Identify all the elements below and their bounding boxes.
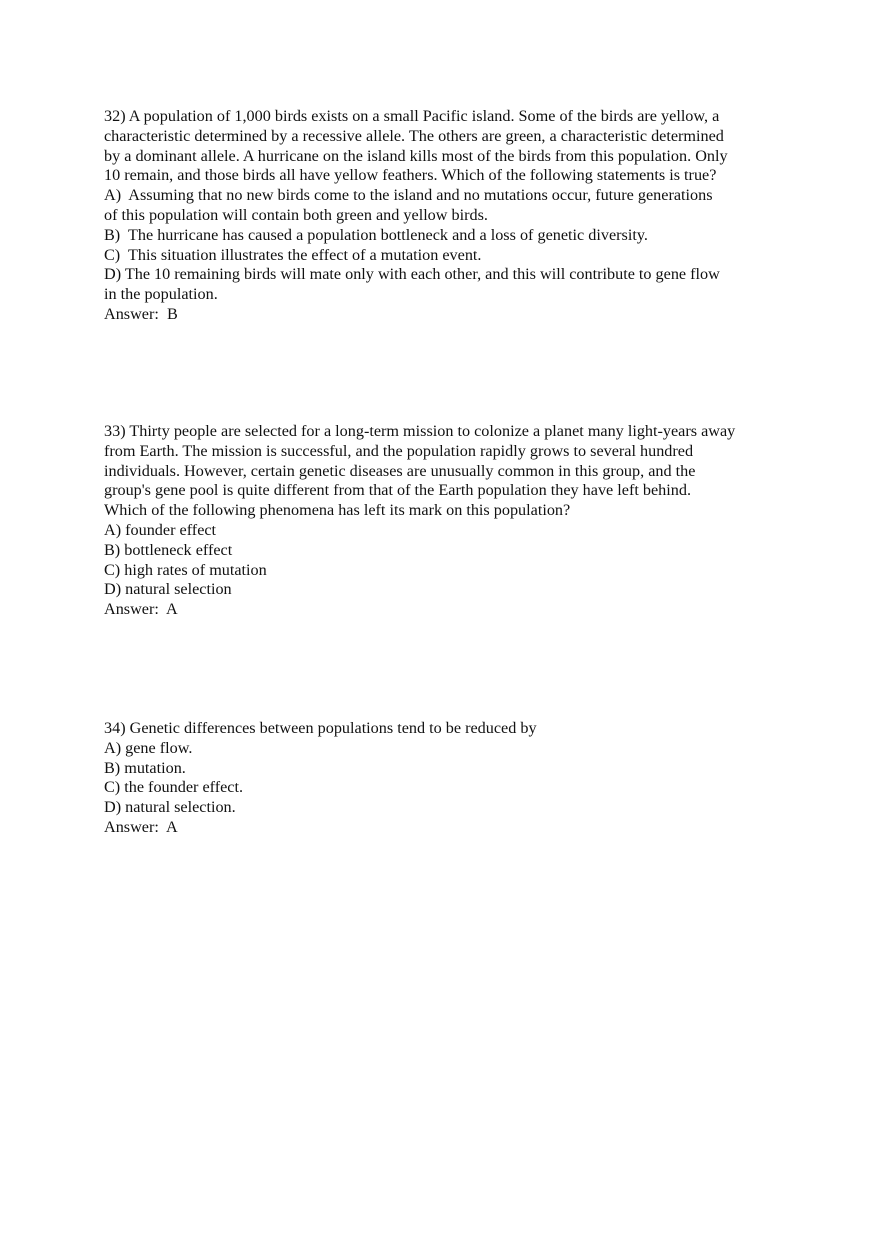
option-line: in the population.	[104, 285, 218, 304]
option-line: D) The 10 remaining birds will mate only with each other, and this will contribute to gene flow	[104, 265, 720, 284]
option-a: A) gene flow.	[104, 738, 193, 757]
stem-line: from Earth. The mission is successful, and the population rapidly grows to several hundred	[104, 441, 694, 460]
option-line: A) Assuming that no new birds come to the island and no mutations occur, future generations	[104, 186, 713, 205]
stem-line: Which of the following phenomena has left its mark on this population?	[104, 501, 571, 520]
question-32	[104, 107, 784, 325]
question-stem	[104, 107, 784, 186]
stem-line: individuals. However, certain genetic diseases are unusually common in this group, and the	[104, 461, 696, 480]
stem-line: by a dominant allele. A hurricane on the island kills most of the birds from this population. Only	[104, 146, 728, 165]
stem-line: 32) A population of 1,000 birds exists on a small Pacific island. Some of the birds are yellow, a	[104, 107, 720, 125]
option-b	[104, 226, 784, 246]
stem-line: group's gene pool is quite different from that of the Earth population they have left behind.	[104, 481, 692, 500]
option-line: of this population will contain both green and yellow birds.	[104, 205, 488, 224]
option-d: D) natural selection.	[104, 798, 236, 817]
option-c	[104, 246, 784, 266]
option-d	[104, 265, 784, 305]
option-line: C) This situation illustrates the effect of a mutation event.	[104, 245, 482, 264]
stem-line: 33) Thirty people are selected for a long-term mission to colonize a planet many light-years away	[104, 422, 736, 440]
answer-key: Answer: A	[104, 600, 178, 619]
option-d: D) natural selection	[104, 580, 232, 599]
answer-key: Answer: A	[104, 817, 178, 836]
answer-key: Answer: B	[104, 304, 178, 323]
option-a	[104, 186, 784, 226]
question-34	[104, 719, 784, 838]
stem-line: 10 remain, and those birds all have yellow feathers. Which of the following statements is true?	[104, 166, 717, 185]
option-c: C) high rates of mutation	[104, 560, 267, 579]
option-a: A) founder effect	[104, 520, 217, 539]
option-b: B) mutation.	[104, 758, 186, 777]
option-b: B) bottleneck effect	[104, 540, 233, 559]
question-stem	[104, 422, 784, 521]
option-line: B) The hurricane has caused a population bottleneck and a loss of genetic diversity.	[104, 225, 648, 244]
option-c: C) the founder effect.	[104, 778, 244, 797]
question-33	[104, 422, 784, 620]
stem-line: 34) Genetic differences between populations tend to be reduced by	[104, 719, 537, 737]
stem-line: characteristic determined by a recessive allele. The others are green, a characteristic determined	[104, 126, 724, 145]
question-stem	[104, 719, 784, 739]
